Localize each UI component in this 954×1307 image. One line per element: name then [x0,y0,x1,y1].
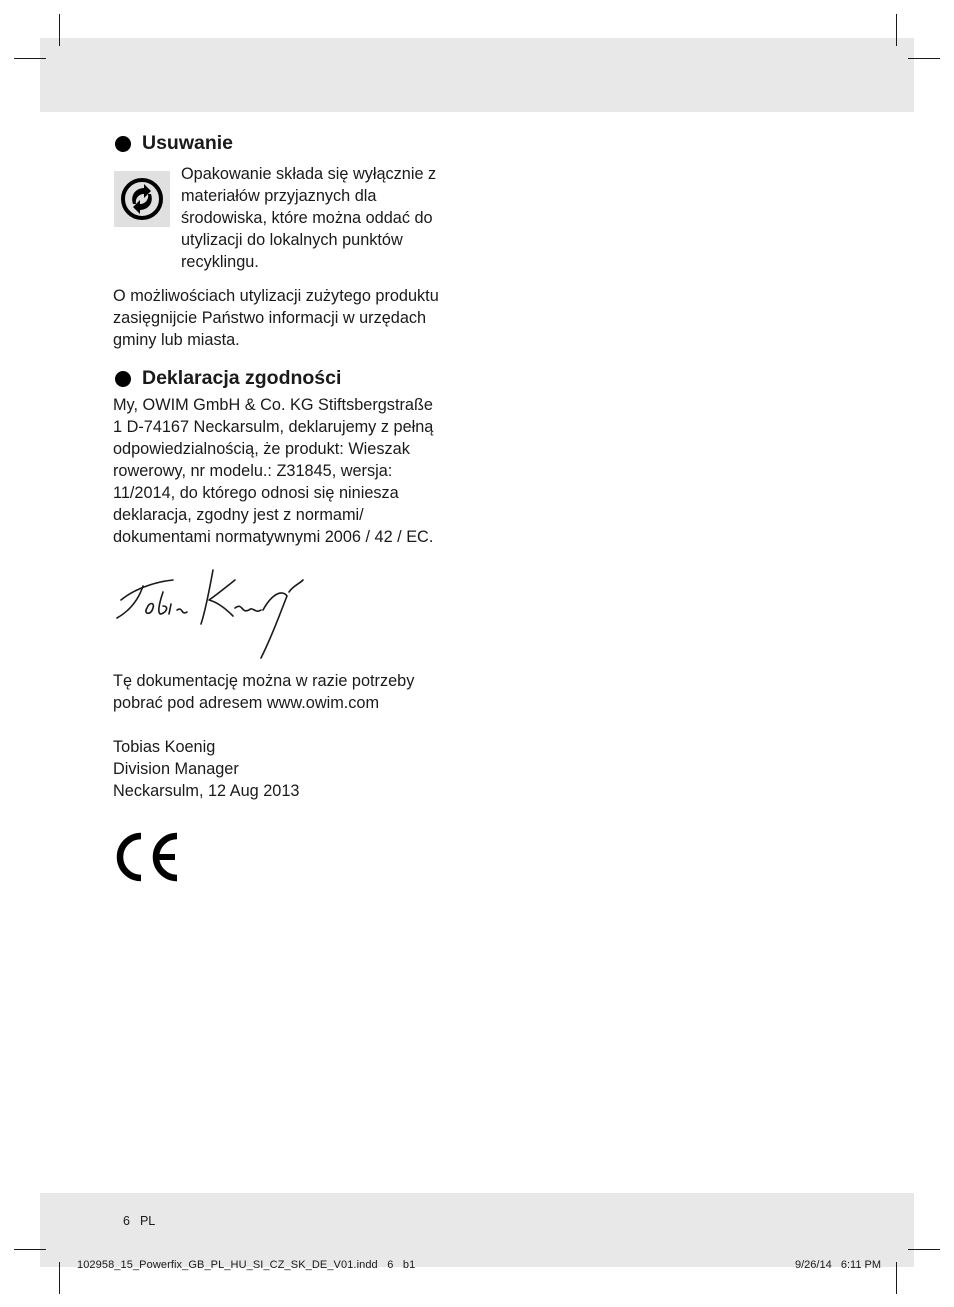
crop-mark [59,1262,60,1294]
text-line: deklaracja, zgodny jest z normami/ [113,506,364,524]
signer-block [113,736,463,802]
text-line: odpowiedzialnością, że produkt: Wieszak [113,440,410,458]
text-line: 11/2014, do którego odnosi się niniesza [113,484,399,502]
header-band [40,38,914,112]
signature-image [113,562,313,662]
text-line: Tę dokumentację można w razie potrzeby [113,672,415,690]
recycle-block [113,163,463,273]
signer-title: Division Manager [113,760,239,778]
text-line: materiałów przyjaznych dla [181,187,377,205]
text-line: 1 D-74167 Neckarsulm, deklarujemy z pełną [113,418,434,436]
declaration-paragraph [113,394,463,548]
text-line: Opakowanie składa się wyłącznie z [181,165,437,183]
crop-mark [14,1249,46,1250]
crop-mark [896,14,897,46]
main-content [113,130,463,882]
text-line: zasięgnijcie Państwo informacji w urzędach [113,309,427,327]
section-heading-declaration: Deklaracja zgodności [113,365,463,391]
text-line: O możliwościach utylizacji zużytego produktu [113,287,439,305]
crop-mark [59,14,60,46]
bullet-icon [115,371,131,387]
text-line: rowerowy, nr modelu.: Z31845, wersja: [113,462,393,480]
text-line: My, OWIM GmbH & Co. KG Stiftsbergstraße [113,396,433,414]
crop-mark [896,1262,897,1294]
page-footer [123,1214,165,1228]
recycle-text [181,163,471,273]
page-number: 6 [123,1214,130,1228]
signer-name: Tobias Koenig [113,738,216,756]
ce-mark-icon [113,832,183,882]
crop-mark [14,58,46,59]
slug-filename: 102958_15_Powerfix_GB_PL_HU_SI_CZ_SK_DE_V01.indd 6 b1 [77,1259,416,1271]
utilization-paragraph [113,285,463,351]
crop-mark [908,58,940,59]
bullet-icon [115,136,131,152]
text-line: utylizacji do lokalnych punktów [181,231,403,249]
text-line: dokumentami normatywnymi 2006 / 42 / EC. [113,528,434,546]
text-line: środowiska, które można oddać do [181,209,433,227]
section-heading-disposal: Usuwanie [113,130,463,156]
text-line: gminy lub miasta. [113,331,240,349]
text-line: pobrać pod adresem www.owim.com [113,694,380,712]
slug-date: 9/26/14 6:11 PM [795,1259,882,1271]
recycle-icon [114,171,170,227]
signer-place-date: Neckarsulm, 12 Aug 2013 [113,782,300,800]
footer-band [40,1193,914,1267]
documentation-paragraph [113,670,463,714]
text-line: recyklingu. [181,253,259,271]
crop-mark [908,1249,940,1250]
page-language: PL [139,1214,156,1228]
